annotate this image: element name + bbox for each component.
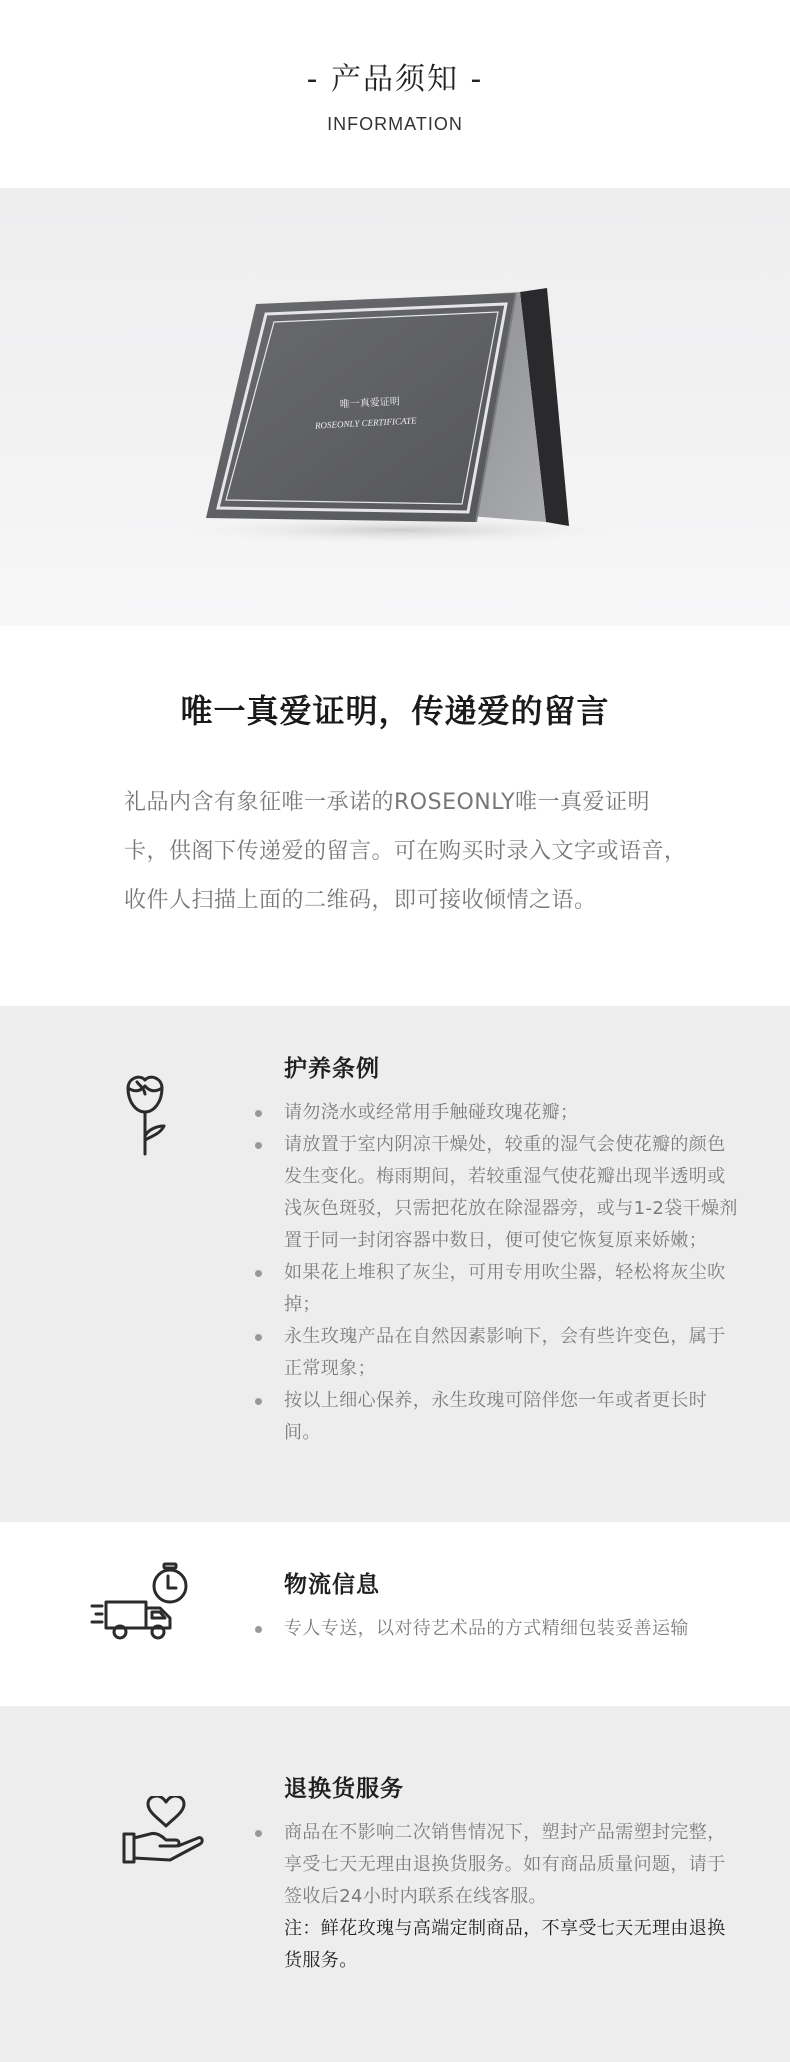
logistics-list <box>284 1613 740 1645</box>
returns-section <box>0 1706 790 2062</box>
delivery-truck-icon <box>90 1562 200 1656</box>
returns-note: 注：鲜花玫瑰与高端定制商品，不享受七天无理由退换货服务。 <box>284 1918 726 1971</box>
list-item: 专人专送，以对待艺术品的方式精细包装妥善运输 <box>284 1613 740 1645</box>
page-header <box>0 0 790 188</box>
list-item: 如果花上堆积了灰尘，可用专用吹尘器，轻松将灰尘吹掉； <box>284 1257 740 1321</box>
rose-icon <box>120 1072 170 1160</box>
certificate-intro <box>0 626 790 1006</box>
logistics-title: 物流信息 <box>284 1572 380 1598</box>
care-title: 护养条例 <box>284 1056 380 1082</box>
returns-content <box>284 1770 740 1977</box>
card-subtitle-text: ROSEONLY CERTIFICATE <box>314 415 417 431</box>
care-content <box>284 1050 740 1449</box>
certificate-card-image <box>0 188 790 626</box>
intro-heading: 唯一真爱证明，传递爱的留言 <box>180 692 610 730</box>
logistics-section <box>0 1522 790 1706</box>
page-title: - 产品须知 - <box>306 62 484 97</box>
returns-list <box>284 1817 740 1913</box>
care-list <box>284 1097 740 1449</box>
card-title-text: 唯一真爱证明 <box>339 396 401 411</box>
list-item: 请勿浇水或经常用手触碰玫瑰花瓣； <box>284 1097 740 1129</box>
list-item: 请放置于室内阴凉干燥处，较重的湿气会使花瓣的颜色发生变化。梅雨期间，若较重湿气使花瓣出现半透明或浅灰色斑驳，只需把花放在除湿器旁，或与1-2袋干燥剂置于同一封闭容器中数日，便可使它恢复原来娇嫩； <box>284 1129 740 1257</box>
list-item: 商品在不影响二次销售情况下，塑封产品需塑封完整，享受七天无理由退换货服务。如有商品质量问题，请于签收后24小时内联系在线客服。 <box>284 1817 740 1913</box>
heart-hand-icon <box>122 1796 208 1870</box>
intro-body: 礼品内含有象征唯一承诺的ROSEONLY唯一真爱证明卡，供阁下传递爱的留言。可在购买时录入文字或语音，收件人扫描上面的二维码，即可接收倾情之语。 <box>124 790 687 913</box>
logistics-content <box>284 1566 740 1645</box>
returns-title: 退换货服务 <box>284 1776 404 1802</box>
list-item: 永生玫瑰产品在自然因素影响下，会有些许变色，属于正常现象； <box>284 1321 740 1385</box>
certificate-card-illustration <box>0 188 790 626</box>
list-item: 按以上细心保养，永生玫瑰可陪伴您一年或者更长时间。 <box>284 1385 740 1449</box>
page-subtitle: INFORMATION <box>327 114 463 134</box>
care-section <box>0 1006 790 1522</box>
